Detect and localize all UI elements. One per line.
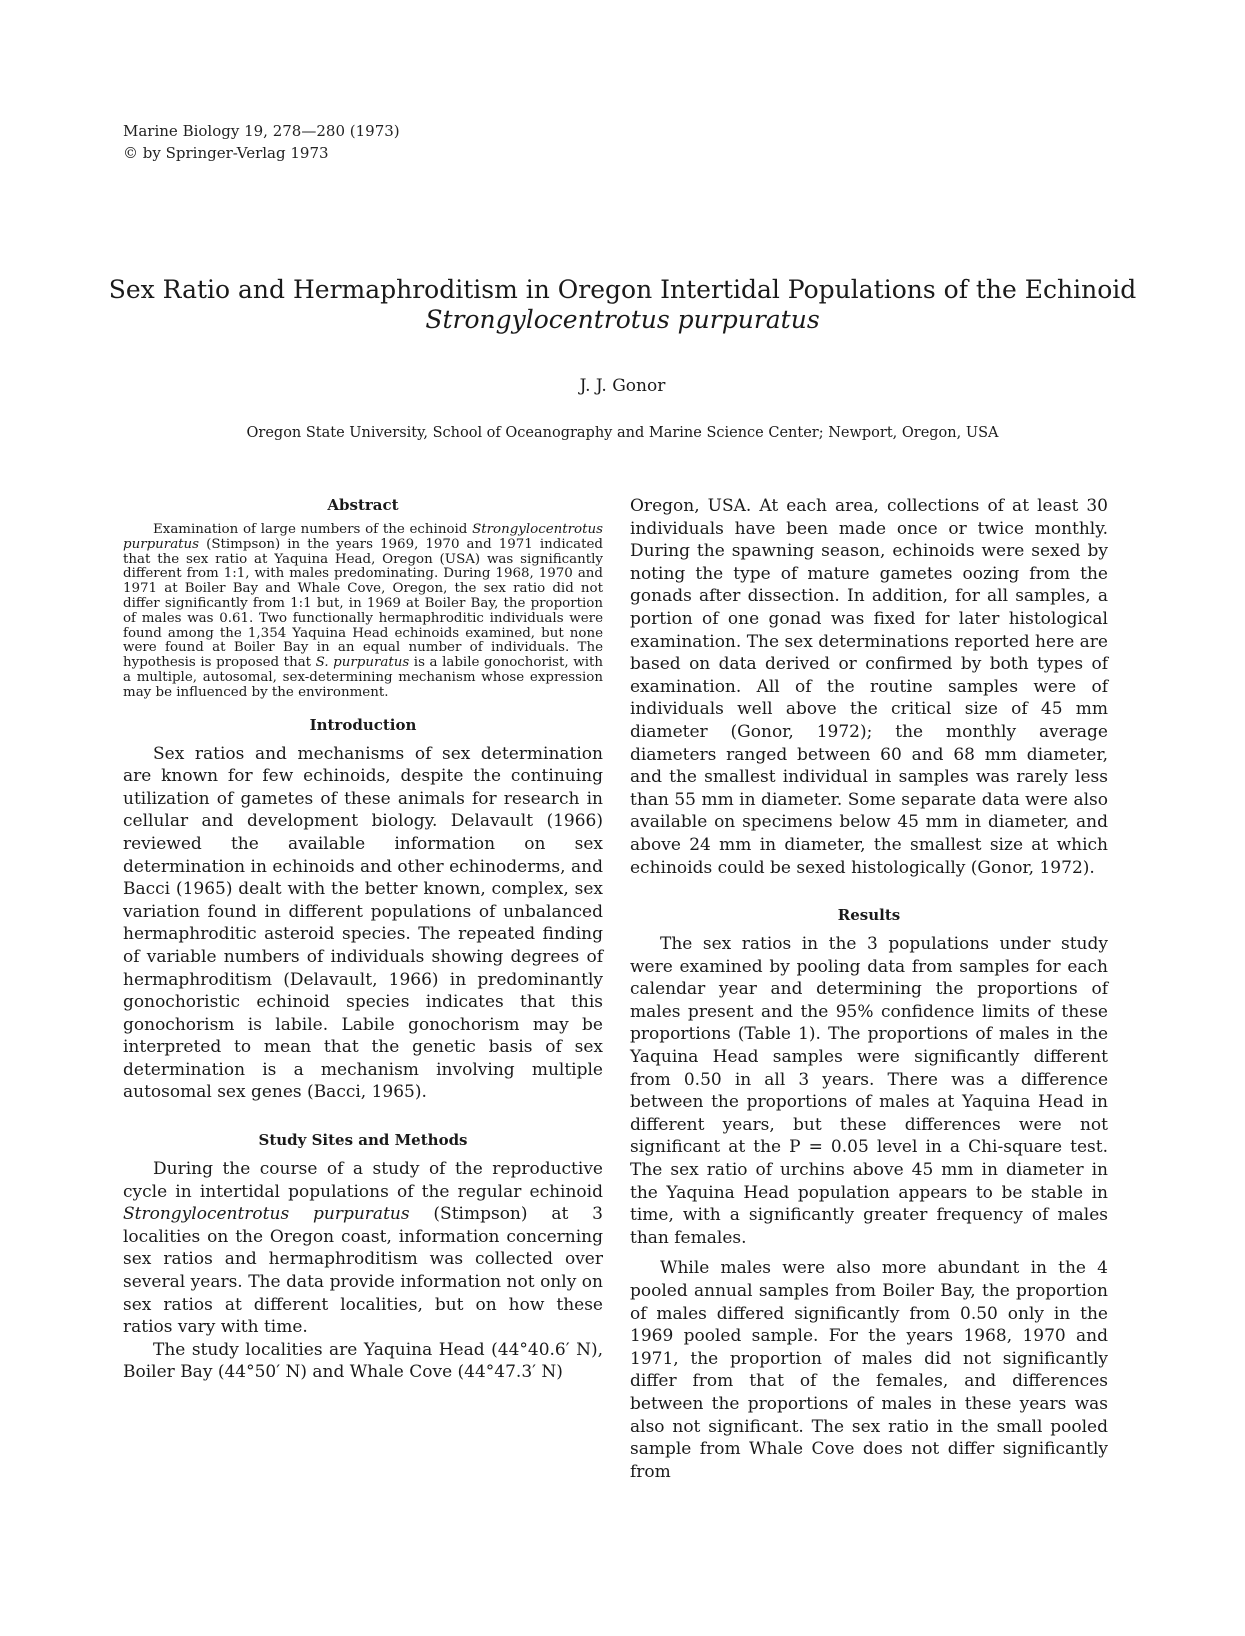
journal-header [123,120,400,164]
paper-title [0,275,1245,335]
abstract-heading: Abstract [327,496,399,514]
introduction-heading: Introduction [309,715,417,734]
abstract-text-c: is a labile gonochorist, with a multiple, autosomal, sex-determining mechanism whose expression may be influenced by the environment. [123,655,604,700]
author-affiliation: Oregon State University, School of Oceanography and Marine Science Center; Newport, Oregon, USA [246,425,999,441]
abstract-species: Strongylocentrotus purpuratus [123,522,603,552]
methods-text-a: During the course of a study of the reproductive cycle in intertidal populations of the regular echinoid [123,1159,603,1202]
abstract-paragraph [123,523,603,701]
results-paragraph-2: While males were also more abundant in the 4 pooled annual samples from Boiler Bay, the proportion of males differed significantly from 0.50 only in the 1969 pooled sample. For the years 1968, 1970 and 1971, the proportion of males did not significantly differ from that of the females, and differences between the proportions of males in these years was also not significant. The sex ratio in the small pooled sample from Whale Cove does not differ significantly from [630,1258,1108,1482]
paper-title-species: Strongylocentrotus purpuratus [425,305,820,334]
journal-copyright: © by Springer-Verlag 1973 [123,144,329,162]
methods-species: Strongylocentrotus purpuratus [123,1204,410,1225]
methods-paragraph-1 [123,1158,603,1339]
left-column [123,495,603,1384]
methods-text-b: (Stimpson) at 3 localities on the Oregon coast, information concerning sex ratios and hermaphroditism was collected over several years. The data provide information not only on sex ratios at different localities, but on how these ratios vary with time. [123,1204,603,1338]
methods-heading: Study Sites and Methods [258,1131,468,1150]
results-paragraph-1: The sex ratios in the 3 populations under study were examined by pooling data from samples for each calendar year and determining the proportions of males present and the 95% confidence limits of these proportions (Table 1). The proportions of males in the Yaquina Head samples were significantly different from 0.50 in all 3 years. There was a difference between the proportions of males at Yaquina Head in different years, but these differences were not significant at the P = 0.05 level in a Chi-square test. The sex ratio of urchins above 45 mm in diameter in the Yaquina Head population appears to be stable in time, with a significantly greater frequency of males than females. [630,934,1108,1248]
methods-paragraph-2: The study localities are Yaquina Head (44°40.6′ N), Boiler Bay (44°50′ N) and Whale Cove (44°47.3′ N) [123,1339,603,1383]
abstract-text-b: (Stimpson) in the years 1969, 1970 and 1971 indicated that the sex ratio at Yaquina Head, Oregon (USA) was significantly different from 1:1, with males predominating. During 1968, 1970 and 1971 at Boiler Bay and Whale Cove, Oregon, the sex ratio did not differ significantly from 1:1 but, in 1969 at Boiler Bay, the proportion of males was 0.61. Two functionally hermaphroditic individuals were found among the 1,354 Yaquina Head echinoids examined, but none were found at Boiler Bay in an equal number of individuals. The hypothesis is proposed that [123,536,603,671]
author-name: J. J. Gonor [579,376,666,396]
methods-paragraph-2-continued: Oregon, USA. At each area, collections of at least 30 individuals have been made once or twice monthly. During the spawning season, echinoids were sexed by noting the type of mature gametes oozing from the gonads after dissection. In addition, for all samples, a portion of one gonad was fixed for later histological examination. The sex determinations reported here are based on data derived or confirmed by both types of examination. All of the routine samples were of individuals well above the critical size of 45 mm diameter (Gonor, 1972); the monthly average diameters ranged between 60 and 68 mm diameter, and the smallest individual in samples was rarely less than 55 mm in diameter. Some separate data were also available on specimens below 45 mm in diameter, and above 24 mm in diameter, the smallest size at which echinoids could be sexed histologically (Gonor, 1972). [630,496,1108,878]
abstract-species-short: S. purpuratus [315,655,410,671]
introduction-paragraph: Sex ratios and mechanisms of sex determination are known for few echinoids, despite the continuing utilization of gametes of these animals for research in cellular and development biology. Delavault (1966) reviewed the available information on sex determination in echinoids and other echinoderms, and Bacci (1965) dealt with the better known, complex, sex variation found in different populations of unbalanced hermaphroditic asteroid species. The repeated finding of variable numbers of individuals showing degrees of hermaphroditism (Delavault, 1966) in predominantly gonochoristic echinoid species indicates that this gonochorism is labile. Labile gonochorism may be interpreted to mean that the genetic basis of sex determination is a mechanism involving multiple autosomal sex genes (Bacci, 1965). [123,743,603,1103]
paper-title-line-1: Sex Ratio and Hermaphroditism in Oregon Intertidal Populations of the Echinoid [108,275,1137,304]
abstract-text-a: Examination of large numbers of the echinoid [153,522,473,537]
journal-citation: Marine Biology 19, 278—280 (1973) [123,122,400,140]
right-column [630,495,1108,1483]
results-heading: Results [837,906,901,925]
